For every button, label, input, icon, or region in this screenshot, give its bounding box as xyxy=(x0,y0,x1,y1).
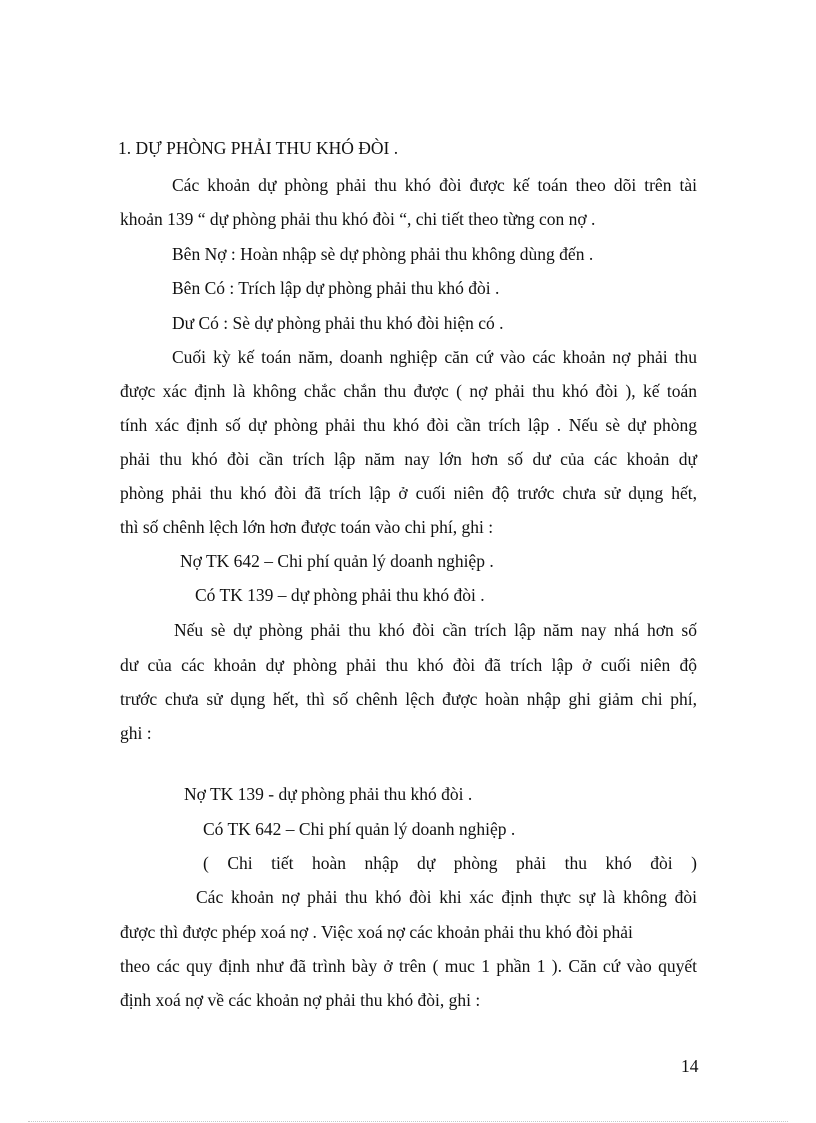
paragraph-line: Nếu sè dự phòng phải thu khó đòi cần trích lập năm nay nhá hơn số xyxy=(174,620,697,640)
bottom-divider xyxy=(28,1121,788,1122)
paragraph-line: Bên Nợ : Hoàn nhập sè dự phòng phải thu không dùng đến . xyxy=(172,244,594,264)
journal-entry-line: Nợ TK 139 - dự phòng phải thu khó đòi . xyxy=(184,784,473,804)
paragraph-line: Các khoản nợ phải thu khó đòi khi xác định thực sự là không đòi xyxy=(196,887,697,907)
paragraph-line: được thì được phép xoá nợ . Việc xoá nợ các khoản phải thu khó đòi phải xyxy=(120,922,633,942)
paragraph-line: theo các quy định như đã trình bày ở trên ( muc 1 phần 1 ). Căn cứ vào quyết xyxy=(120,956,697,976)
paragraph-line: trước chưa sử dụng hết, thì số chênh lệch được hoàn nhập ghi giảm chi phí, xyxy=(120,689,697,709)
paragraph-line: định xoá nợ về các khoản nợ phải thu khó đòi, ghi : xyxy=(120,990,481,1010)
journal-entry-line: Nợ TK 642 – Chi phí quản lý doanh nghiệp . xyxy=(180,551,494,571)
paragraph-line: Bên Có : Trích lập dự phòng phải thu khó đòi . xyxy=(172,278,500,298)
paragraph-line: ghi : xyxy=(120,723,152,743)
paragraph-line: phòng phải thu khó đòi đã trích lập ở cuối niên độ trước chưa sử dụng hết, xyxy=(120,483,697,503)
paragraph-line: khoản 139 “ dự phòng phải thu khó đòi “, chi tiết theo từng con nợ . xyxy=(120,209,596,229)
section-heading: 1. DỰ PHÒNG PHẢI THU KHÓ ĐÒI . xyxy=(118,138,399,158)
page-number: 14 xyxy=(681,1056,699,1076)
paragraph-line: phải thu khó đòi cần trích lập năm nay lớn hơn số dư của các khoản dự xyxy=(120,449,697,469)
journal-entry-note: ( Chi tiết hoàn nhập dự phòng phải thu khó đòi ) xyxy=(203,853,697,873)
paragraph-line: Cuối kỳ kế toán năm, doanh nghiệp căn cứ vào các khoản nợ phải thu xyxy=(172,347,697,367)
journal-entry-line: Có TK 642 – Chi phí quản lý doanh nghiệp . xyxy=(203,819,516,839)
paragraph-line: thì số chênh lệch lớn hơn được toán vào chi phí, ghi : xyxy=(120,517,494,537)
paragraph-line: tính xác định số dự phòng phải thu khó đòi cần trích lập . Nếu sè dự phòng xyxy=(120,415,697,435)
paragraph-line: dư của các khoản dự phòng phải thu khó đòi đã trích lập ở cuối niên độ xyxy=(120,655,697,675)
paragraph-line: được xác định là không chắc chắn thu được ( nợ phải thu khó đòi ), kế toán xyxy=(120,381,697,401)
paragraph-line: Các khoản dự phòng phải thu khó đòi được kế toán theo dõi trên tài xyxy=(172,175,697,195)
journal-entry-line: Có TK 139 – dự phòng phải thu khó đòi . xyxy=(195,585,485,605)
paragraph-line: Dư Có : Sè dự phòng phải thu khó đòi hiện có . xyxy=(172,313,504,333)
